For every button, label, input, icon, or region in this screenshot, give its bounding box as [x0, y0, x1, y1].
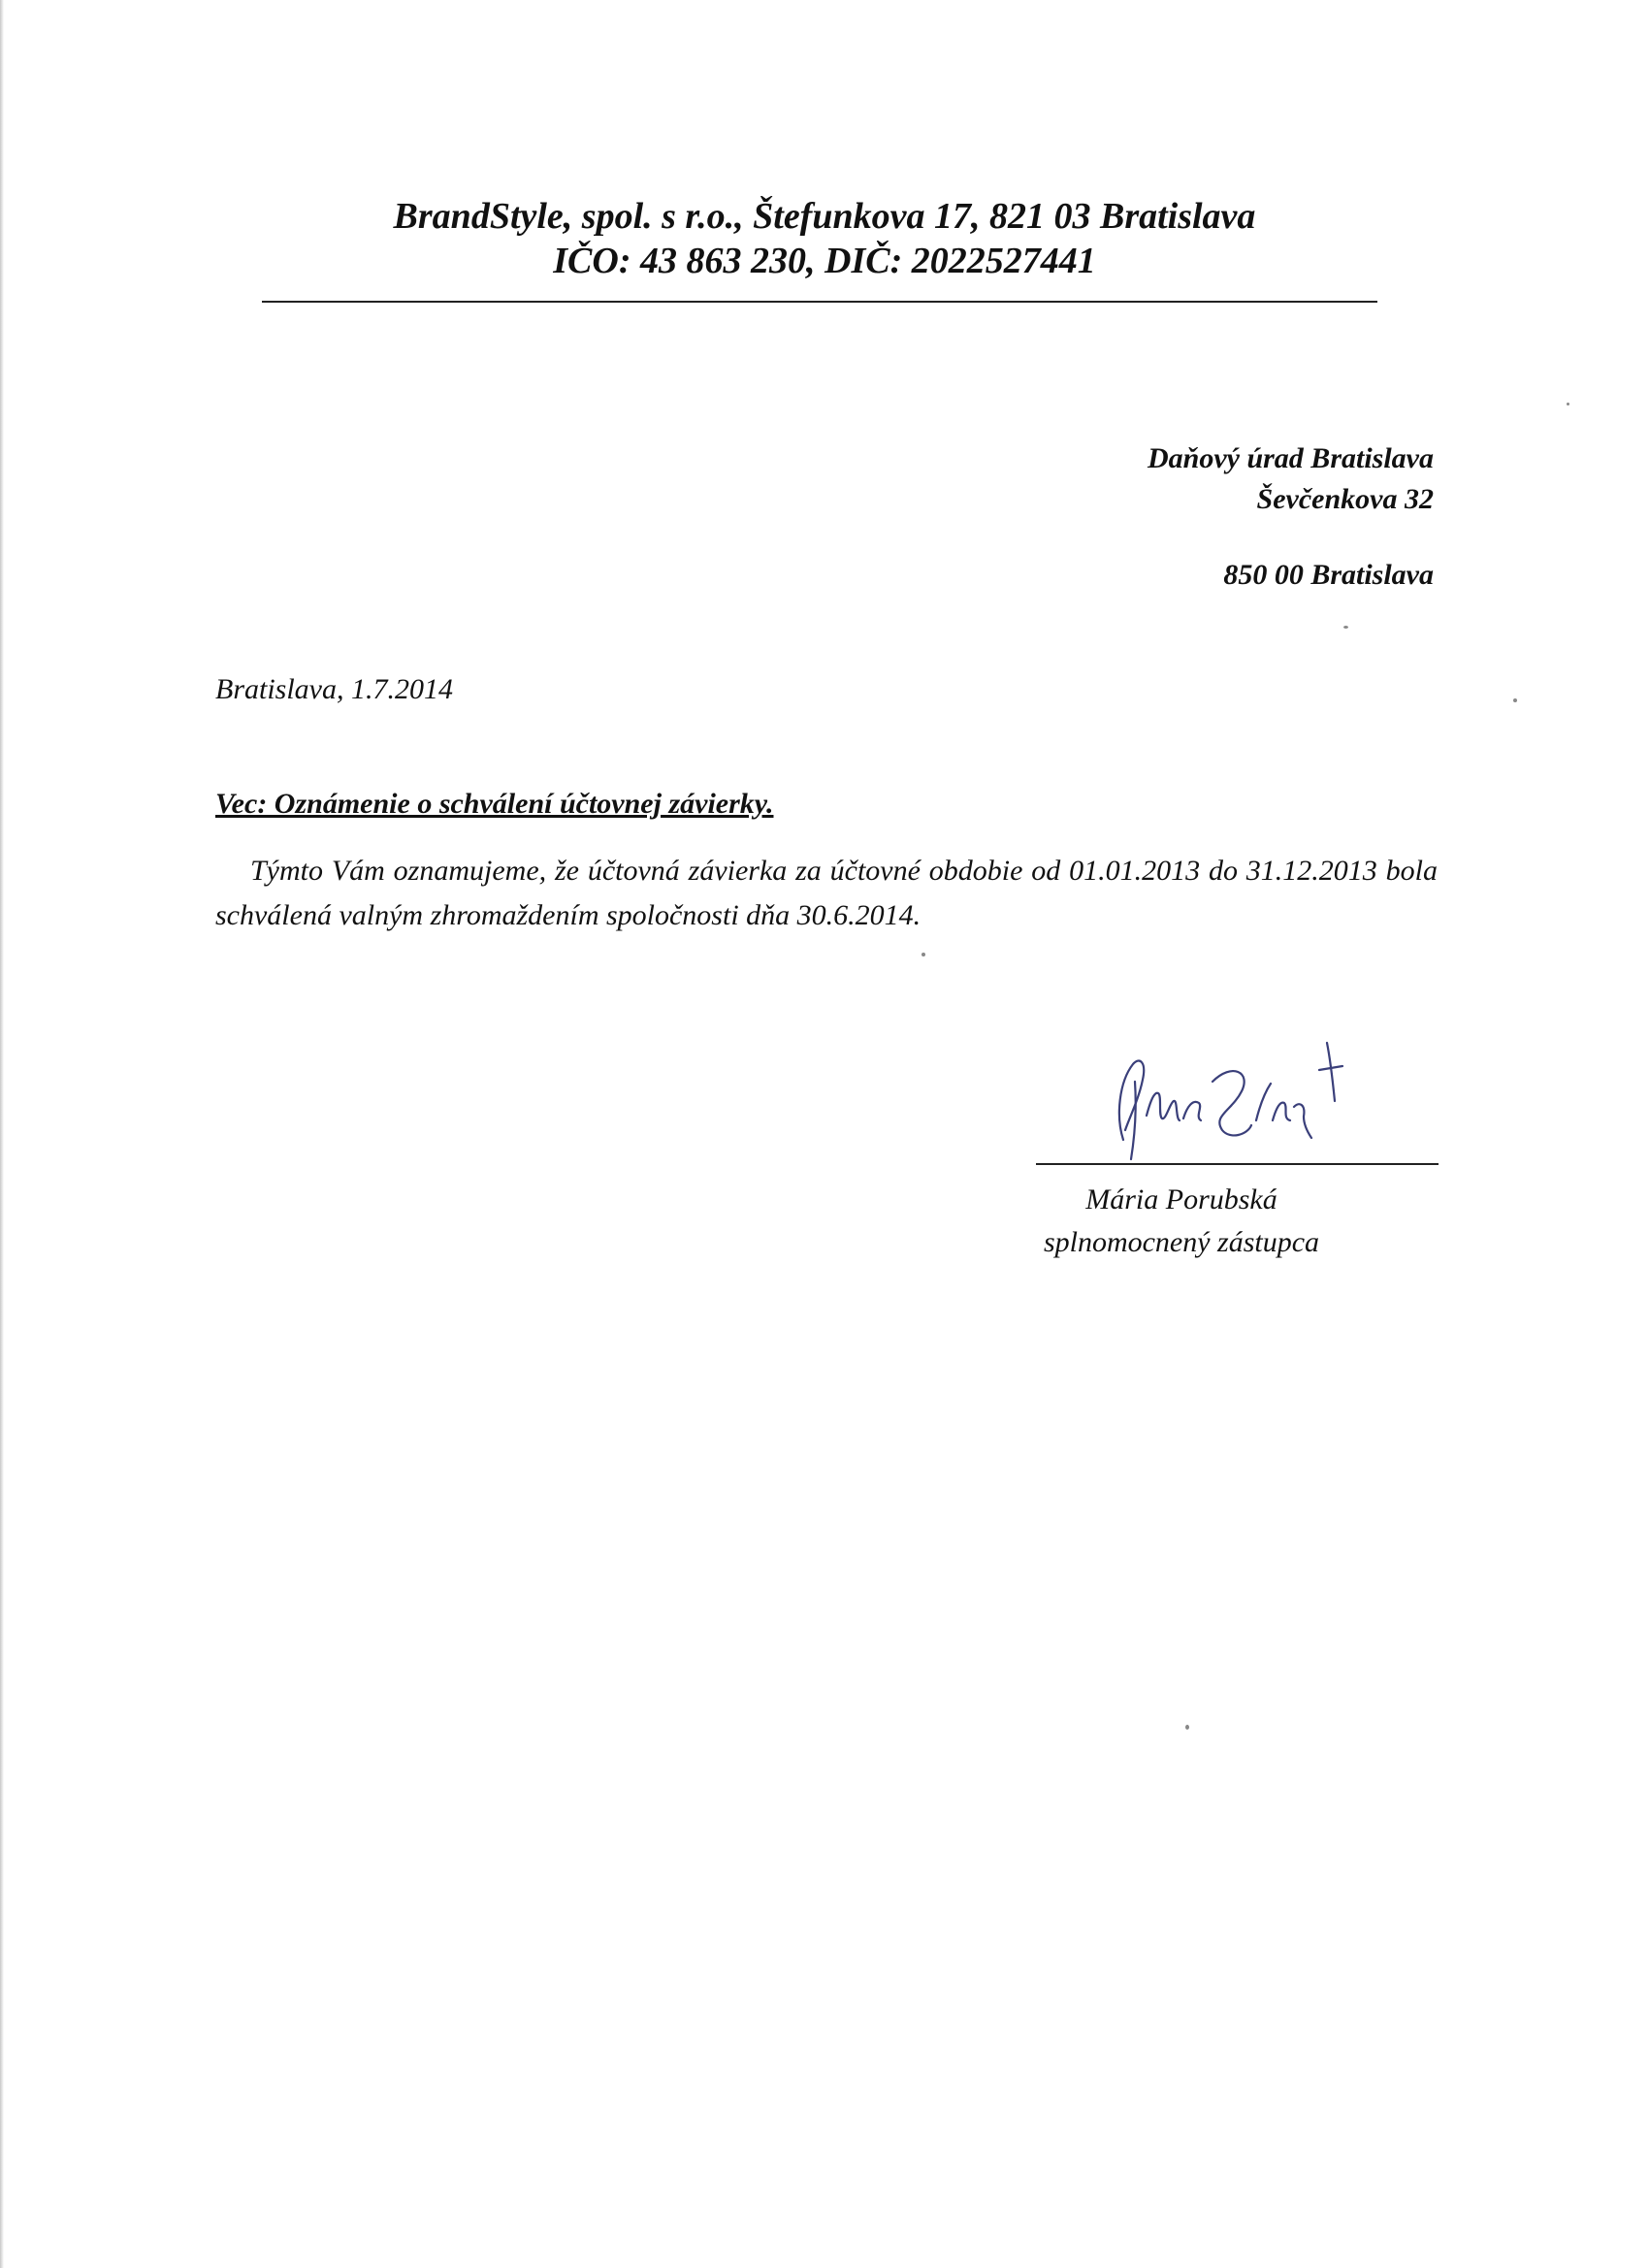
scan-speck — [1513, 698, 1517, 702]
handwritten-signature — [1086, 1023, 1406, 1169]
recipient-address — [1148, 438, 1434, 596]
signature-line — [1036, 1163, 1439, 1165]
recipient-city: 850 00 Bratislava — [1223, 559, 1434, 591]
signer-name: Mária Porubská — [1085, 1183, 1277, 1215]
scan-speck — [1343, 626, 1348, 629]
scan-edge — [0, 0, 4, 2268]
scan-speck — [1185, 1725, 1189, 1730]
letterhead-ids-line: IČO: 43 863 230, DIČ: 2022527441 — [553, 241, 1096, 281]
letterhead-company-line: BrandStyle, spol. s r.o., Štefunkova 17, 821 03 Bratislava — [393, 196, 1256, 237]
scan-speck — [1567, 403, 1569, 405]
letterhead — [262, 194, 1387, 283]
letterhead-divider — [262, 301, 1377, 303]
recipient-name: Daňový úrad Bratislava — [1147, 442, 1434, 474]
signer-role: splnomocnený zástupca — [1043, 1226, 1320, 1258]
subject-line: Vec: Oznámenie o schválení účtovnej závierky. — [215, 788, 774, 820]
body-paragraph: Týmto Vám oznamujeme, že účtovná závierka za účtovné obdobie od 01.01.2013 do 31.12.2013 bola schválená valným zhromaždením spoločnosti dňa 30.6.2014. — [215, 855, 1438, 931]
recipient-street: Ševčenkova 32 — [1256, 483, 1434, 515]
place-date: Bratislava, 1.7.2014 — [215, 673, 453, 705]
signer-block — [1036, 1179, 1327, 1264]
scan-speck — [922, 953, 925, 956]
